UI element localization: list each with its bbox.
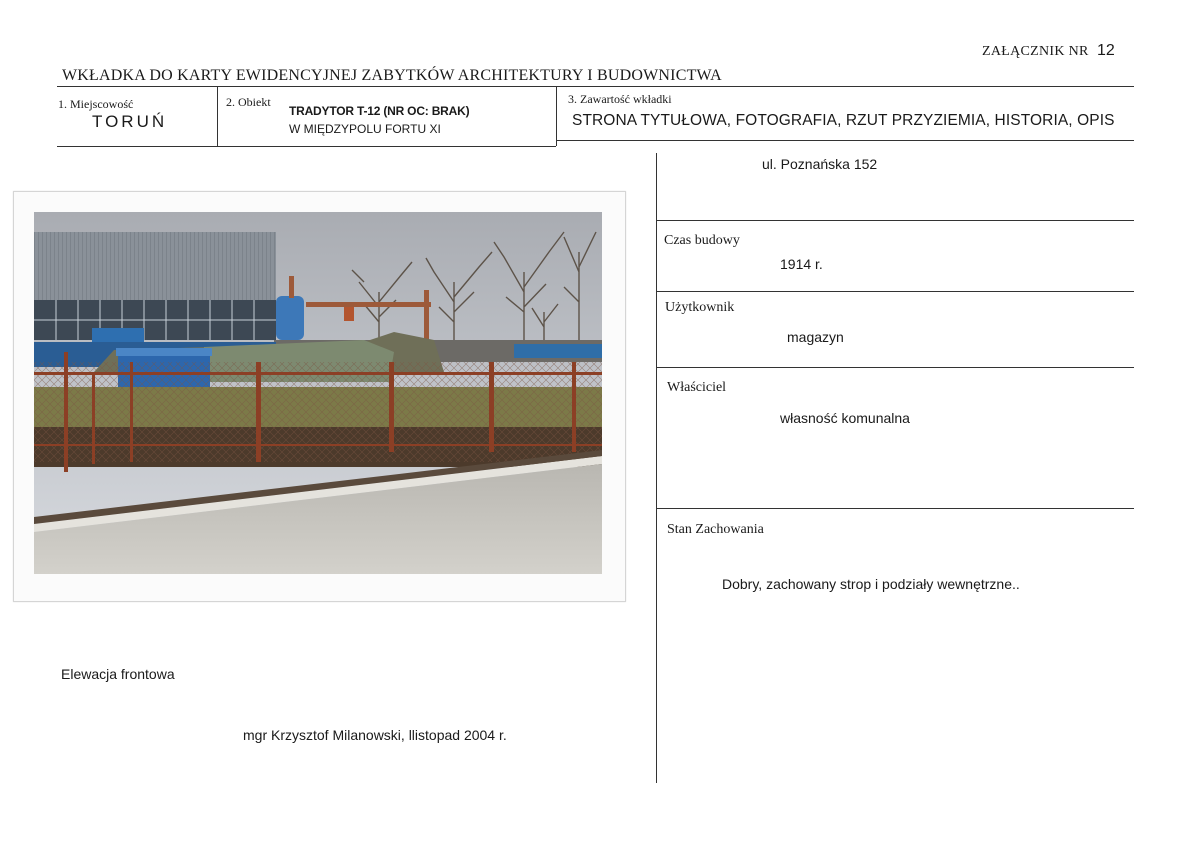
address-rule xyxy=(657,220,1134,221)
photo-caption: Elewacja frontowa xyxy=(61,666,175,682)
annex-number: 12 xyxy=(1097,42,1115,59)
header-divider-2 xyxy=(556,86,557,146)
photo-frame xyxy=(13,191,626,602)
header-top-rule xyxy=(57,86,1134,87)
building-photo xyxy=(34,212,602,574)
owner-caption: Właściciel xyxy=(667,380,727,395)
address: ul. Poznańska 152 xyxy=(762,156,878,172)
user-value: magazyn xyxy=(787,329,844,345)
object-caption: 2. Obiekt xyxy=(226,95,271,109)
header-bottom-rule-left xyxy=(57,146,556,147)
condition-value: Dobry, zachowany strop i podziały wewnętrzne.. xyxy=(722,576,1020,592)
photo-author: mgr Krzysztof Milanowski, llistopad 2004 r. xyxy=(243,727,507,743)
owner-value: własność komunalna xyxy=(780,410,910,426)
condition-caption: Stan Zachowania xyxy=(667,522,764,537)
location-caption: 1. Miejscowość xyxy=(58,97,134,111)
owner-rule xyxy=(657,508,1134,509)
time-rule xyxy=(657,291,1134,292)
column-divider xyxy=(656,153,657,783)
card-title: WKŁADKA DO KARTY EWIDENCYJNEJ ZABYTKÓW ARCHITEKTURY I BUDOWNICTWA xyxy=(62,67,722,84)
user-caption: Użytkownik xyxy=(665,300,735,315)
construction-time-caption: Czas budowy xyxy=(664,233,740,248)
user-rule xyxy=(657,367,1134,368)
contents-value: STRONA TYTUŁOWA, FOTOGRAFIA, RZUT PRZYZIEMIA, HISTORIA, OPIS xyxy=(572,112,1115,129)
annex-label: ZAŁĄCZNIK NR xyxy=(982,44,1089,59)
object-name: TRADYTOR T-12 (NR OC: BRAK) xyxy=(289,104,470,118)
header-bottom-rule-right xyxy=(556,140,1134,141)
header-divider-1 xyxy=(217,86,218,147)
contents-caption: 3. Zawartość wkładki xyxy=(568,92,672,106)
construction-time-value: 1914 r. xyxy=(780,256,823,272)
location-value: TORUŃ xyxy=(92,112,168,131)
object-location: W MIĘDZYPOLU FORTU XI xyxy=(289,122,441,136)
